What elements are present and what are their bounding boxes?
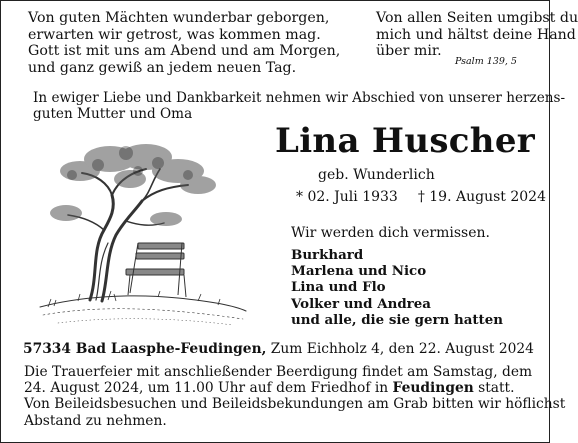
death-date: † 19. August 2024 [417, 189, 546, 205]
intro-line: guten Mutter und Oma [33, 106, 193, 123]
address-rest: Zum Eichholz 4, den 22. August 2024 [266, 341, 534, 357]
funeral-info [24, 364, 565, 429]
address-line [23, 341, 534, 357]
poem-left-line: Gott ist mit uns am Abend und am Morgen, [28, 43, 341, 60]
tree-with-bench-illustration [38, 135, 248, 330]
poem-left [28, 10, 340, 76]
funeral-date-text: 24. August 2024, um 11.00 Uhr auf dem Friedhof in [24, 380, 393, 397]
funeral-line: Abstand zu nehmen. [24, 412, 167, 429]
funeral-line: Die Trauerfeier mit anschließender Beerdigung findet am Samstag, dem [24, 364, 533, 380]
mourner-name: Marlena und Nico [291, 263, 427, 280]
life-dates [296, 189, 546, 205]
birth-date: * 02. Juli 1933 [296, 189, 398, 205]
mourners-list [291, 247, 503, 328]
birth-name: geb. Wunderlich [318, 167, 435, 183]
funeral-end-text: statt. [473, 380, 515, 397]
mourner-name: Burkhard [291, 247, 364, 263]
poem-right-line: Von allen Seiten umgibst du [376, 10, 578, 26]
intro-line: In ewiger Liebe und Dankbarkeit nehmen wir Abschied von unserer herzens- [33, 90, 566, 106]
funeral-place: Feudingen [392, 380, 474, 397]
psalm-reference: Psalm 139, 5 [455, 56, 517, 67]
funeral-line [24, 380, 565, 396]
poem-left-line: Von guten Mächten wunderbar geborgen, [28, 10, 330, 26]
mourner-name: und alle, die sie gern hatten [291, 311, 504, 328]
address-city: 57334 Bad Laasphe-Feudingen, [23, 341, 267, 357]
poem-right [376, 10, 578, 60]
poem-right-line: über mir. [376, 43, 442, 60]
poem-left-line: und ganz gewiß an jedem neuen Tag. [28, 59, 297, 76]
mourner-name: Volker und Andrea [291, 295, 431, 312]
poem-right-line: mich und hältst deine Hand [376, 26, 576, 43]
mourners-heading: Wir werden dich vermissen. [291, 225, 490, 241]
funeral-line: Von Beileidsbesuchen und Beileidsbekundungen am Grab bitten wir höflichst [24, 396, 566, 413]
mourner-name: Lina und Flo [291, 279, 386, 296]
deceased-name: Lina Huscher [275, 121, 535, 161]
intro-text [33, 90, 565, 122]
poem-left-line: erwarten wir getrost, was kommen mag. [28, 26, 321, 43]
